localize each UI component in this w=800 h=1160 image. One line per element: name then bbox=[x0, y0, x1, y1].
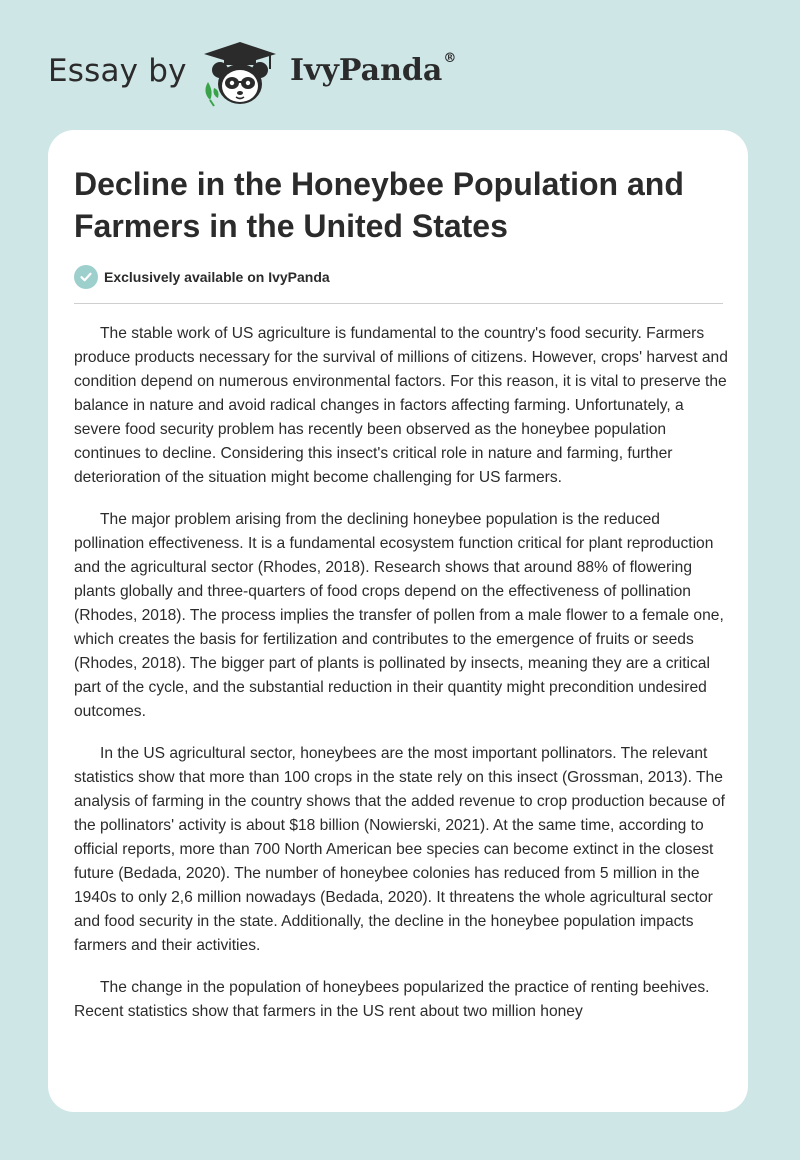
site-header bbox=[0, 0, 800, 130]
paragraph-1: The stable work of US agriculture is fundamental to the country's food security. Farmers produce products necessary for the survival of millions of citizens. However, crops' harvest and condition depend on numerous environmental factors. For this reason, it is vital to preserve the balance in nature and avoid radical changes in factors affecting farming. Unfortunately, a severe food security problem has recently been observed as the honeybee population continues to decline. Considering this insect's critical role in nature and farming, further deterioration of the situation might become challenging for US farmers. bbox=[74, 325, 728, 486]
paragraph-2: The major problem arising from the declining honeybee population is the reduced pollination effectiveness. It is a fundamental ecosystem function critical for plant reproduction and the agricultural sector (Rhodes, 2018). Research shows that around 88% of flowering plants globally and three-quarters of food crops depend on the effectiveness of pollination (Rhodes, 2018). The process implies the transfer of pollen from a male flower to a female one, which creates the basis for fertilization and contributes to the emergence of fruits or seeds (Rhodes, 2018). The bigger part of plants is pollinated by insects, meaning they are a critical part of the cycle, and the substantial reduction in their quantity might precondition undesired outcomes. bbox=[74, 511, 724, 720]
exclusive-label: Exclusively available on IvyPanda bbox=[104, 269, 330, 285]
paragraph-4: The change in the population of honeybees popularized the practice of renting beehives. Recent statistics show that farmers in the US rent about two million honey bbox=[74, 979, 710, 1020]
title-divider bbox=[74, 303, 723, 304]
brand-name[interactable] bbox=[290, 53, 456, 88]
trademark-symbol: ® bbox=[443, 51, 457, 66]
check-circle-icon bbox=[74, 265, 98, 289]
essay-title: Decline in the Honeybee Population and Farmers in the United States bbox=[74, 166, 684, 244]
essay-card bbox=[48, 130, 748, 1112]
brand-name-text: IvyPanda bbox=[290, 53, 443, 88]
panda-graduate-logo-icon[interactable] bbox=[200, 38, 280, 108]
paragraph-3: In the US agricultural sector, honeybees are the most important pollinators. The relevant statistics show that more than 100 crops in the state rely on this insect (Grossman, 2013). The analysis of farming in the country shows that the added revenue to crop production because of the pollinators' activity is about $18 billion (Nowierski, 2021). At the same time, according to official reports, more than 700 North American bee species can become extinct in the closest future (Bedada, 2020). The number of honeybee colonies has reduced from 5 million in the 1940s to only 2,6 million nowadays (Bedada, 2020). It threatens the whole agricultural sector and food security in the state. Additionally, the decline in the honeybee population impacts farmers and their activities. bbox=[74, 745, 726, 954]
essay-by-label: Essay by bbox=[48, 53, 187, 89]
essay-body bbox=[74, 322, 728, 1042]
exclusive-badge bbox=[74, 264, 330, 290]
